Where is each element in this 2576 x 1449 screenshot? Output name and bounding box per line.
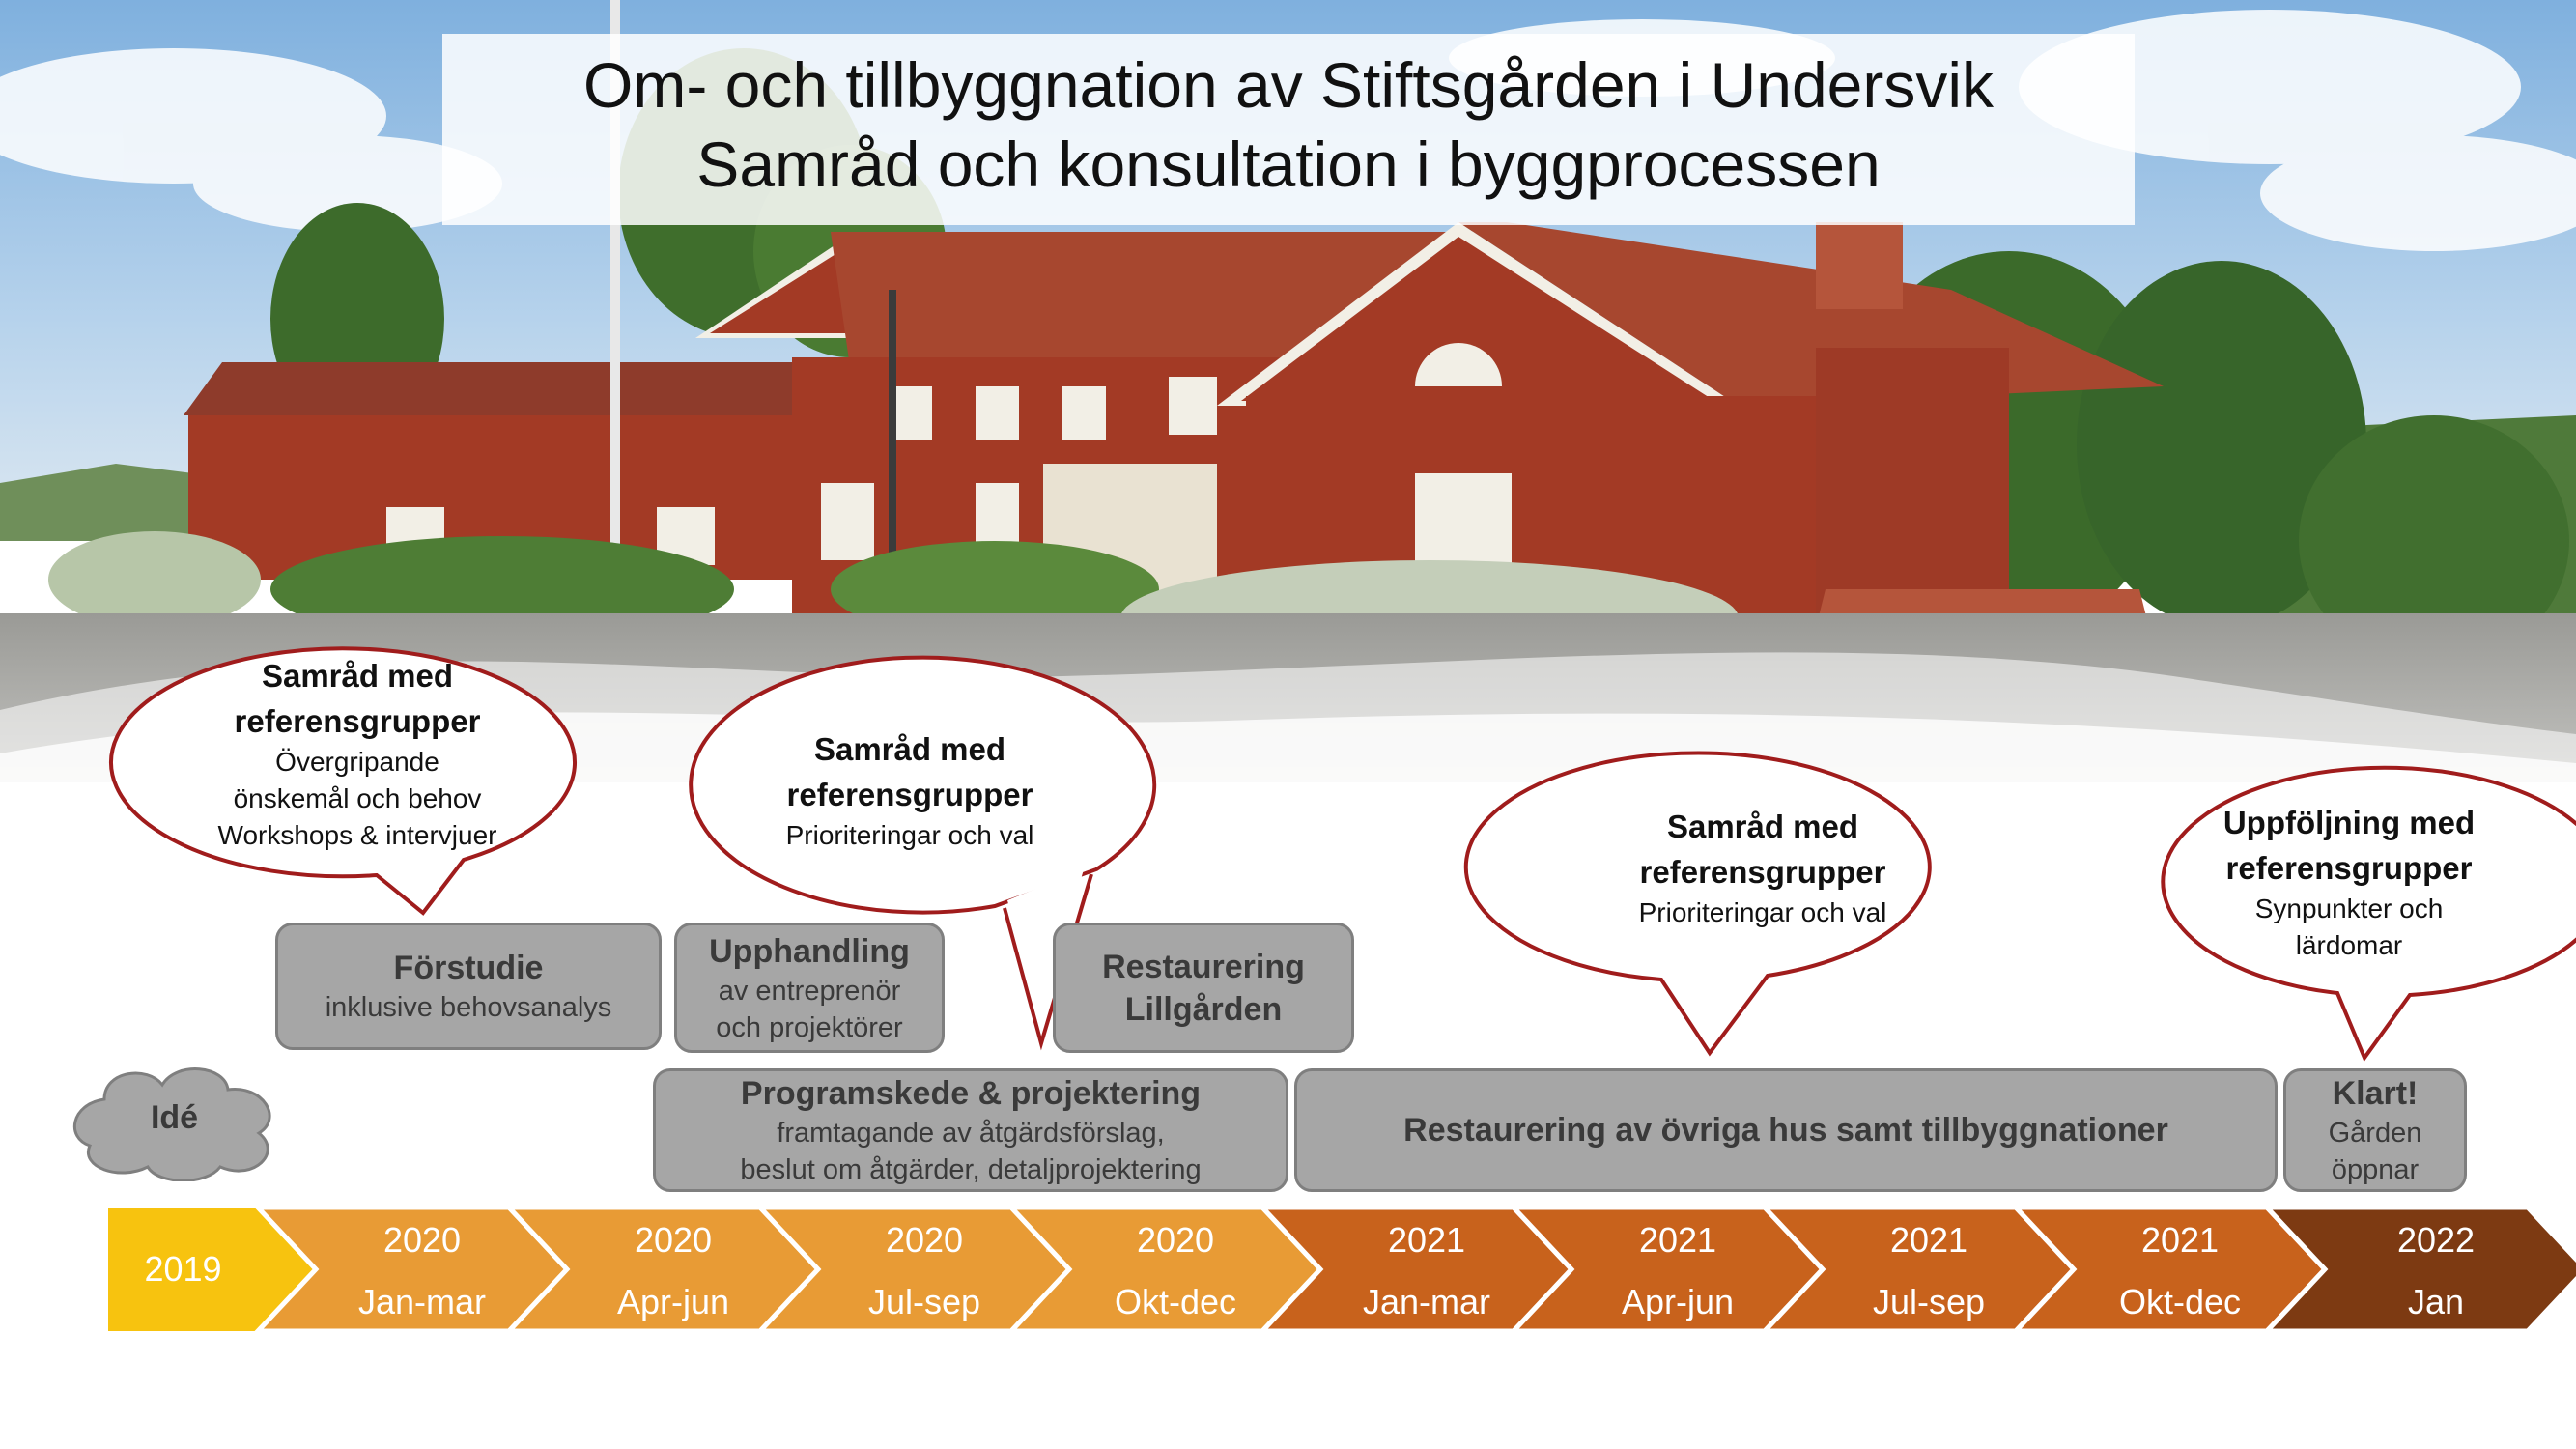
timeline-year-4: 2020 xyxy=(1136,1220,1215,1260)
timeline-period-9: Jan xyxy=(2407,1282,2465,1321)
bubble-4-heading-2: referensgrupper xyxy=(2225,850,2473,886)
timeline-year-8: 2021 xyxy=(2140,1220,2220,1260)
phase-klart-sub-1: Gården xyxy=(2328,1118,2422,1149)
timeline-label-2 xyxy=(548,1209,799,1333)
timeline-label-6 xyxy=(1552,1209,1803,1333)
timeline-label-5 xyxy=(1301,1209,1552,1333)
bubble-4-line-2: lärdomar xyxy=(2295,930,2403,960)
phase-programskede-sub-2: beslut om åtgärder, detaljprojektering xyxy=(740,1154,1202,1185)
bubble-2-heading-2: referensgrupper xyxy=(786,777,1033,812)
timeline-label-1 xyxy=(297,1209,548,1333)
bubble-4-line-1: Synpunkter och xyxy=(2254,894,2444,923)
phase-restaurering-lillgarden xyxy=(1053,923,1354,1053)
timeline-label-8 xyxy=(2054,1209,2306,1333)
timeline-year-3: 2020 xyxy=(885,1220,964,1260)
timeline-year-7: 2021 xyxy=(1889,1220,1968,1260)
phase-klart xyxy=(2283,1068,2467,1192)
phase-upphandling-sub-2: och projektörer xyxy=(716,1011,903,1043)
timeline-period-3: Jul-sep xyxy=(867,1282,981,1321)
timeline-label-3 xyxy=(799,1209,1050,1333)
phase-programskede-sub-1: framtagande av åtgärdsförslag, xyxy=(777,1118,1165,1149)
bubble-2-line-1: Prioriteringar och val xyxy=(785,820,1034,850)
timeline-period-1: Jan-mar xyxy=(357,1282,487,1321)
bubble-3-line-1: Prioriteringar och val xyxy=(1638,897,1887,927)
bubble-1-line-2: önskemål och behov xyxy=(233,783,482,813)
bubble-4-text xyxy=(2156,800,2542,964)
phase-programskede xyxy=(653,1068,1288,1192)
timeline-label-0: 2019 xyxy=(144,1249,222,1289)
title-line-1: Om- och tillbyggnation av Stiftsgården i Undersvik xyxy=(583,49,1994,121)
timeline-label-4 xyxy=(1050,1209,1301,1333)
timeline-period-7: Jul-sep xyxy=(1872,1282,1986,1321)
phase-upphandling xyxy=(674,923,945,1053)
bubble-3-heading-2: referensgrupper xyxy=(1639,854,1886,890)
phase-upphandling-sub-1: av entreprenör xyxy=(718,975,901,1007)
phase-lillgarden-line-1: Restaurering xyxy=(1102,948,1305,985)
timeline-label-9 xyxy=(2310,1209,2562,1333)
timeline-period-4: Okt-dec xyxy=(1114,1282,1237,1321)
phase-lillgarden-line-2: Lillgården xyxy=(1124,990,1283,1028)
phase-restaurering-ovriga xyxy=(1294,1068,2278,1192)
phase-upphandling-title: Upphandling xyxy=(709,932,910,970)
bubble-3-text xyxy=(1550,804,1975,931)
timeline-year-9: 2022 xyxy=(2396,1220,2476,1260)
timeline-period-2: Apr-jun xyxy=(616,1282,730,1321)
timeline-period-6: Apr-jun xyxy=(1621,1282,1735,1321)
timeline-year-1: 2020 xyxy=(382,1220,462,1260)
phase-programskede-title: Programskede & projektering xyxy=(740,1075,1202,1112)
phase-forstudie xyxy=(275,923,662,1050)
bubble-3-heading-1: Samråd med xyxy=(1666,809,1859,844)
bubble-2-heading-1: Samråd med xyxy=(813,731,1006,767)
timeline-year-5: 2021 xyxy=(1387,1220,1466,1260)
timeline-year-6: 2021 xyxy=(1638,1220,1717,1260)
bubble-1-heading-1: Samråd med xyxy=(261,658,454,694)
bubble-4-heading-1: Uppföljning med xyxy=(2222,805,2476,840)
timeline-label-7 xyxy=(1803,1209,2054,1333)
timeline-year-2: 2020 xyxy=(634,1220,713,1260)
timeline-period-5: Jan-mar xyxy=(1362,1282,1491,1321)
phase-forstudie-title: Förstudie xyxy=(393,950,544,986)
bubble-1-heading-2: referensgrupper xyxy=(234,703,481,739)
bubble-1-line-1: Övergripande xyxy=(275,747,439,777)
idea-label: Idé xyxy=(150,1099,199,1136)
phase-forstudie-sub: inklusive behovsanalys xyxy=(325,992,612,1023)
title-line-2: Samråd och konsultation i byggprocessen xyxy=(696,128,1881,200)
timeline-period-8: Okt-dec xyxy=(2118,1282,2242,1321)
phase-klart-sub-2: öppnar xyxy=(2331,1154,2420,1185)
phase-klart-title: Klart! xyxy=(2332,1075,2419,1112)
bubble-1-line-3: Workshops & intervjuer xyxy=(217,820,497,850)
bubble-2-text xyxy=(697,726,1122,854)
phase-restaurering-ovriga-title: Restaurering av övriga hus samt tillbyggnationer xyxy=(1403,1112,2168,1149)
bubble-1-text xyxy=(145,653,570,854)
